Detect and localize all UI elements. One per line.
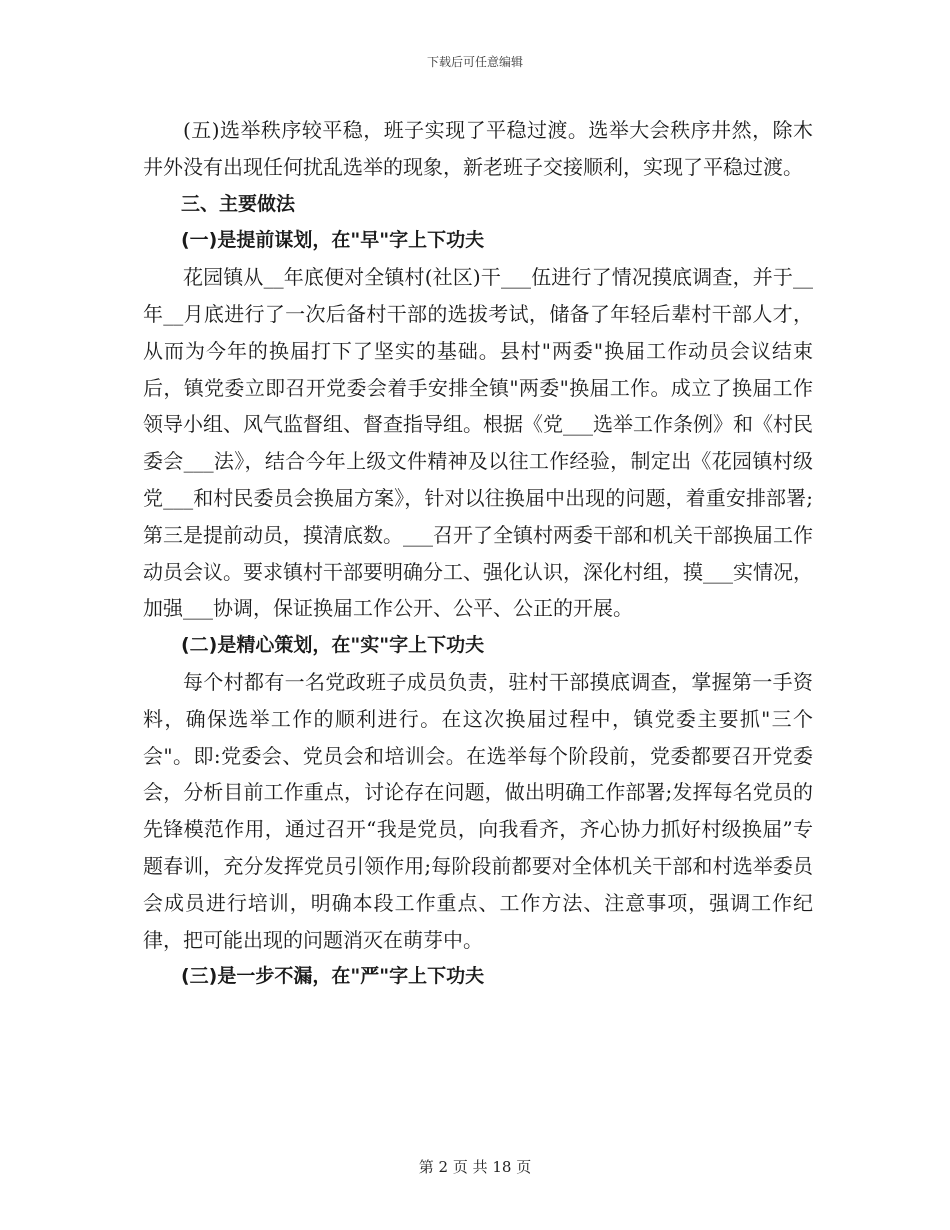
paragraph-careful-planning: 每个村都有一名党政班子成员负责，驻村干部摸底调查，掌握第一手资料，确保选举工作的顺利进行。在这次换届过程中，镇党委主要抓"三个会"。即:党委会、党员会和培训会。在选举每个阶段前，党委都要召开党委会，分析目前工作重点，讨论存在问题，做出明确工作部署;发挥每名党员的先锋模范作用，通过召开“我是党员，向我看齐，齐心协力抓好村级换届”专题春训，充分发挥党员引领作用;每阶段前都要对全体机关干部和村选举委员会成员进行培训，明确本段工作重点、工作方法、注意事项，强调工作纪律，把可能出现的问题消灭在萌芽中。: [143, 669, 813, 952]
document-body: [143, 112, 813, 995]
page-footer: 第 2 页 共 18 页: [418, 1158, 532, 1176]
subheading-strict: (三)是一步不漏，在"严"字上下功夫: [181, 965, 485, 988]
page-header: 下载后可任意编辑: [426, 55, 523, 69]
paragraph-election-order: (五)选举秩序较平稳，班子实现了平稳过渡。选举大会秩序井然，除木井外没有出现任何扰乱选举的现象，新老班子交接顺利，实现了平稳过渡。: [143, 118, 813, 179]
section-heading-main-practices: 三、主要做法: [181, 192, 296, 215]
paragraph-early-planning: 花园镇从__年底便对全镇村(社区)干___伍进行了情况摸底调查，并于__年__月底进行了一次后备村干部的选拔考试，储备了年轻后辈村干部人才，从而为今年的换届打下了坚实的基础。县村"两委"换届工作动员会议结束后，镇党委立即召开党委会着手安排全镇"两委"换届工作。成立了换届工作领导小组、风气监督组、督查指导组。根据《党___选举工作条例》和《村民委会___法》，结合今年上级文件精神及以往工作经验，制定出《花园镇村级党___和村民委员会换届方案》，针对以往换届中出现的问题，着重安排部署;第三是提前动员，摸清底数。___召开了全镇村两委干部和机关干部换届工作动员会议。要求镇村干部要明确分工、强化认识，深化村组，摸___实情况，加强___协调，保证换届工作公开、公平、公正的开展。: [143, 265, 813, 621]
subheading-early-planning: (一)是提前谋划，在"早"字上下功夫: [181, 229, 485, 252]
subheading-careful-planning: (二)是精心策划，在"实"字上下功夫: [181, 634, 485, 657]
